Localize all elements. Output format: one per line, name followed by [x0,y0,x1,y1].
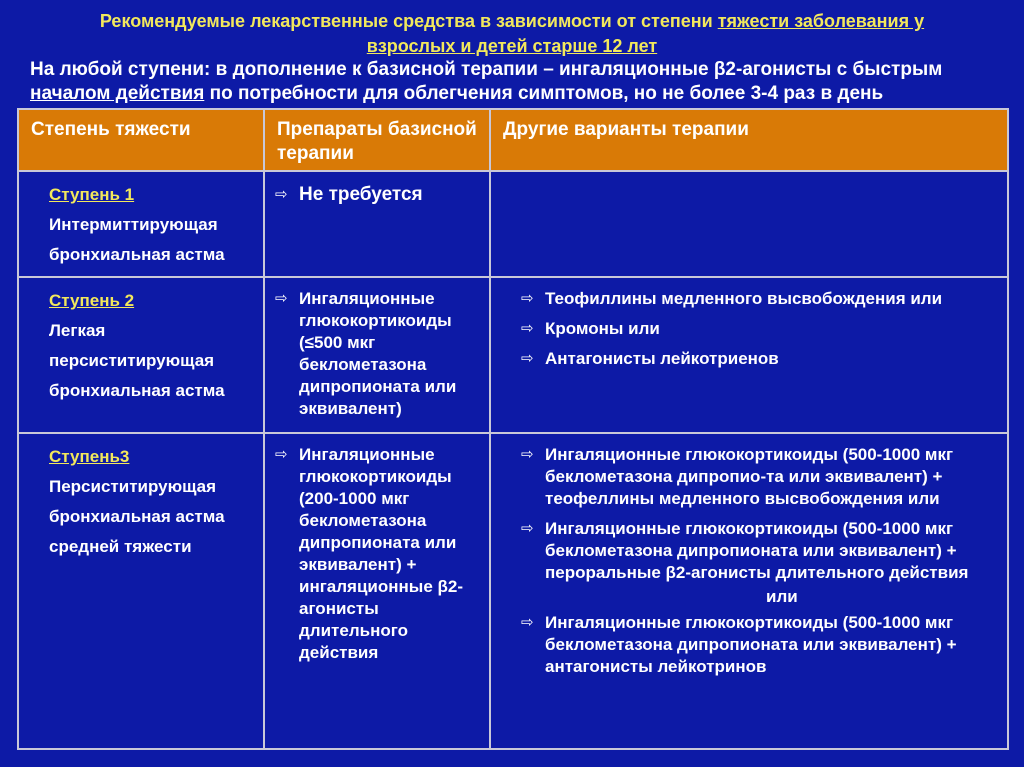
step-label: Ступень 1 [49,185,135,204]
item-text: Ингаляционные глюкокортикоиды (≤500 мкг беклометазона дипропионата или эквивалент) [299,289,457,418]
separator-or: или [766,587,798,606]
list-item [275,288,479,420]
list-item [521,444,997,510]
arrow-icon: ⇨ [521,350,534,367]
subtitle-line-2: по потребности для облегчения симптомов, но не более 3-4 раз в день [204,83,884,104]
item-text: Ингаляционные глюкокортикоиды (500-1000 мкг беклометазона дипропио-та или эквивалент) + теофеллины медленного высвобождения или [545,445,954,508]
severity-line: Интермиттирующая [49,215,218,234]
item-text: Теофиллины медленного высвобождения или [545,289,943,308]
item-text: Кромоны или [545,319,660,338]
severity-line: Персиститирующая [49,477,217,496]
arrow-icon: ⇨ [275,446,288,463]
header-other-therapy: Другие варианты терапии [490,109,1008,171]
item-text: Ингаляционные глюкокортикоиды (200-1000 мкг беклометазона дипропионата или эквивалент) + ингаляционные β2-агонисты длительного действия [299,445,463,662]
severity-cell [18,171,264,277]
severity-line: Легкая [49,321,106,340]
severity-line: бронхиальная астма [49,381,225,400]
list-item [521,612,997,678]
list-item [275,182,479,208]
severity-line: бронхиальная астма [49,507,225,526]
item-text: Ингаляционные глюкокортикоиды (500-1000 мкг беклометазона дипропионата или эквивалент) + пероральные β2-агонисты длительного действия [545,519,969,582]
base-therapy-cell [264,171,490,277]
list-item [521,288,997,310]
arrow-icon: ⇨ [521,614,534,631]
table-row [18,171,1008,277]
table-row [18,277,1008,433]
item-text: Антагонисты лейкотриенов [545,349,779,368]
slide-title [0,9,1024,59]
list-item [275,444,479,664]
arrow-icon: ⇨ [275,290,288,307]
list-item [521,348,997,370]
item-text: Не требуется [299,184,423,205]
base-therapy-cell [264,433,490,749]
severity-line: средней тяжести [49,537,192,556]
therapy-table [17,108,1009,750]
severity-cell [18,277,264,433]
arrow-icon: ⇨ [521,290,534,307]
slide-subtitle [30,58,1010,106]
step-label: Ступень3 [49,447,130,466]
header-base-therapy: Препараты базисной терапии [264,109,490,171]
list-item [521,518,997,584]
item-text: Ингаляционные глюкокортикоиды (500-1000 мкг беклометазона дипропионата или эквивалент) + антагонисты лейкотринов [545,613,957,676]
severity-line: бронхиальная астма [49,245,225,264]
other-therapy-cell [490,433,1008,749]
subtitle-line-1: На любой ступени: в дополнение к базисной терапии – ингаляционные β2-агонисты с быстрым [30,59,943,80]
arrow-icon: ⇨ [521,320,534,337]
header-severity: Степень тяжести [18,109,264,171]
table-row [18,433,1008,749]
list-item [521,318,997,340]
title-text-1: Рекомендуемые лекарственные средства в зависимости от степени [99,11,718,31]
arrow-icon: ⇨ [521,520,534,537]
title-text-2: взрослых и детей старше 12 лет [366,36,658,56]
other-therapy-cell [490,171,1008,277]
title-text-underlined: тяжести заболевания у [717,11,925,31]
severity-cell [18,433,264,749]
base-therapy-cell [264,277,490,433]
arrow-icon: ⇨ [521,446,534,463]
subtitle-underlined: началом действия [30,83,205,104]
arrow-icon: ⇨ [275,186,288,203]
table-header-row [18,109,1008,171]
severity-line: персиститирующая [49,351,215,370]
step-label: Ступень 2 [49,291,135,310]
other-therapy-cell [490,277,1008,433]
